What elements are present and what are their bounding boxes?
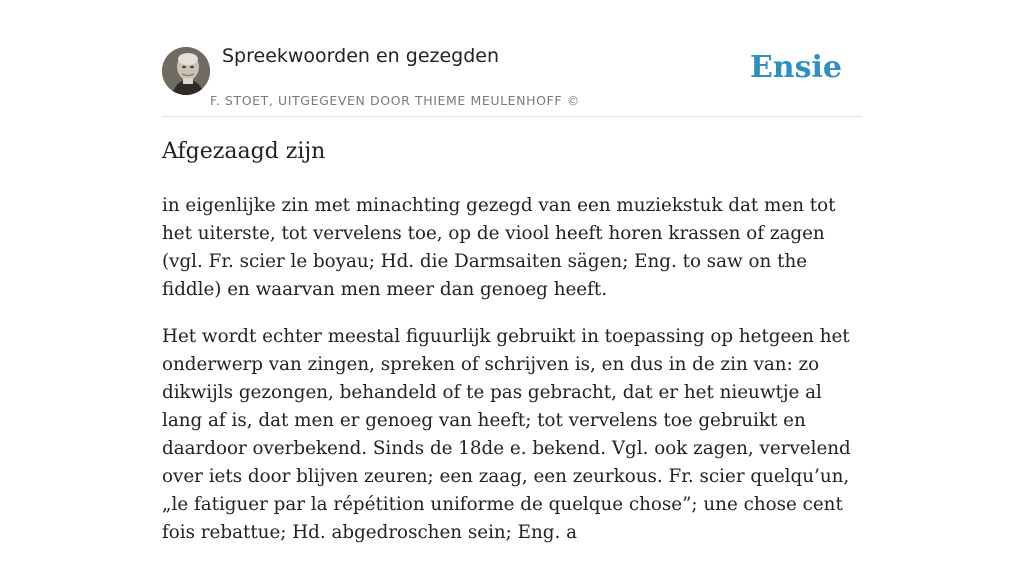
author-avatar[interactable] [162,47,210,95]
entry-paragraph: in eigenlijke zin met minachting gezegd van een muziekstuk dat men tot het uiterste, tot vervelens toe, op de viool heeft horen krassen of zagen (vgl. Fr. scier le boyau; Hd. die Darmsaiten sägen; Eng. to saw on the fiddle) en waarvan men meer dan genoeg heeft. [162,195,836,300]
brand-logo-link[interactable]: Ensie [749,50,842,85]
portrait-icon [162,47,210,95]
entry-title: Afgezaagd zijn [162,139,326,164]
book-meta: F. STOET, UITGEGEVEN DOOR THIEME MEULENHOFF © [210,93,580,108]
page [162,0,862,543]
header [162,0,862,117]
book-title[interactable]: Spreekwoorden en gezegden [222,45,500,67]
entry-body [162,192,862,566]
entry-paragraph: Het wordt echter meestal figuurlijk gebruikt in toepassing op hetgeen het onderwerp van zingen, spreken of schrijven is, en dus in de zin van: zo dikwijls gezongen, behandeld of te pas gebracht, dat er het nieuwtje al lang af is, dat men er genoeg van heeft; tot vervelens toe gebruikt en daardoor overbekend. Sinds de 18de e. bekend. Vgl. ook zagen, vervelend over iets door blijven zeuren; een zaag, een zeurkous. Fr. scier quelqu’un, „le fatiguer par la répétition uniforme de quelque chose”; une chose cent fois rebattue; Hd. abgedroschen sein; Eng. a [162,326,851,543]
